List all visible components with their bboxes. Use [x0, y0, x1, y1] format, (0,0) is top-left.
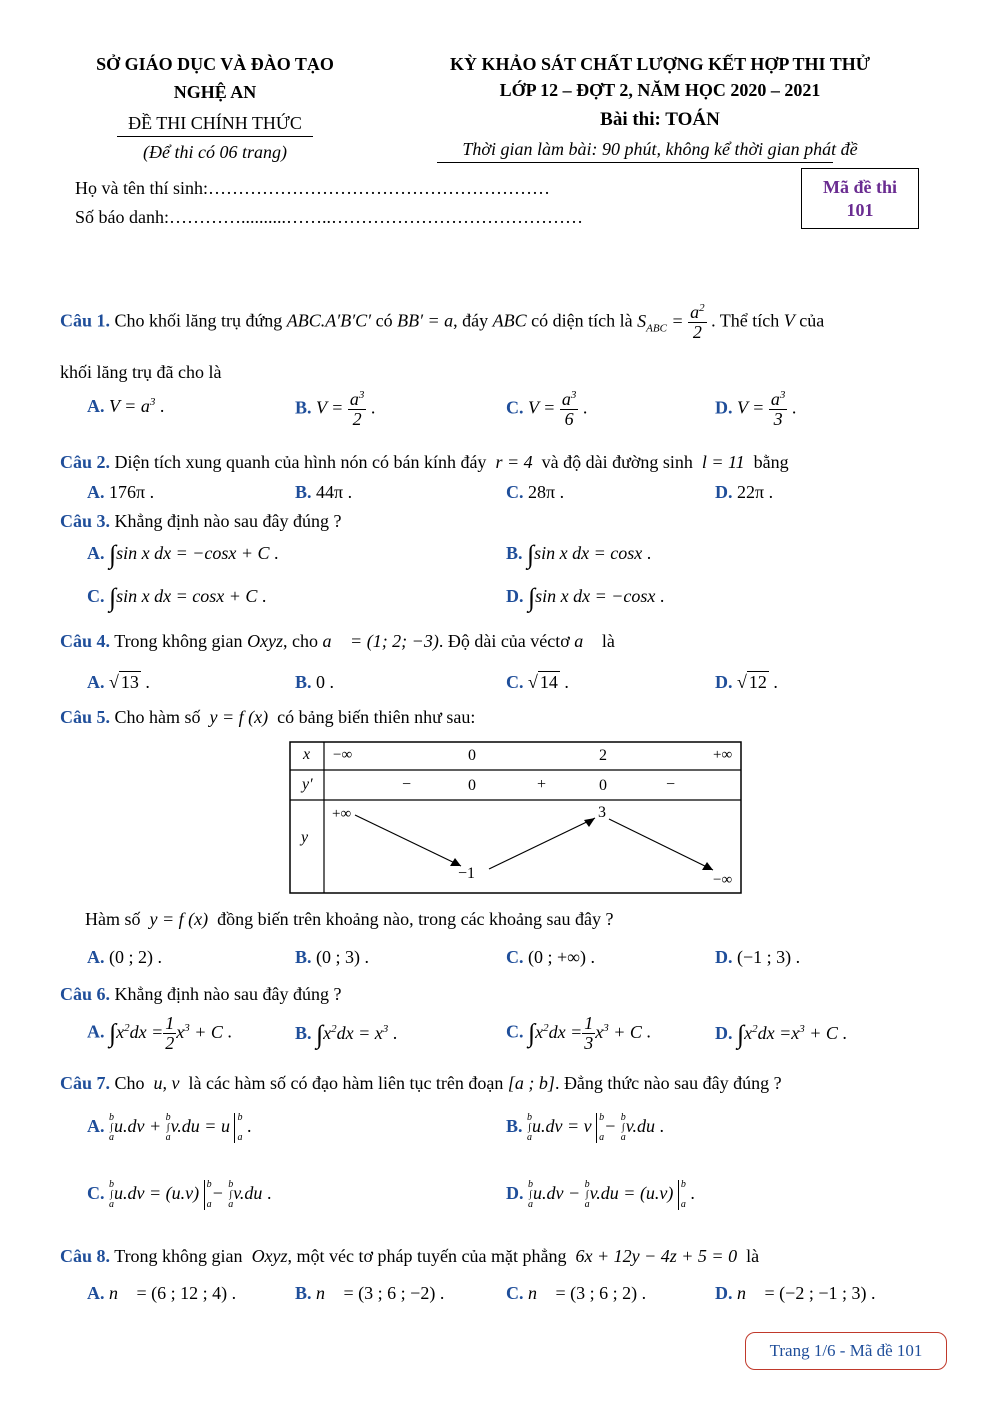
- divider-left: [117, 136, 313, 137]
- q3-option-d[interactable]: D. ∫sin x dx = −cosx .: [506, 583, 665, 612]
- q4-option-b[interactable]: B. 0 .: [295, 672, 335, 692]
- question-5-prompt: Hàm số y = f (x) đồng biến trên khoảng nào, trong các khoảng sau đây ?: [85, 909, 614, 929]
- q2-option-d[interactable]: D. 22π .: [715, 482, 774, 502]
- q6-option-c[interactable]: C. $\int x^2dx$ = $\frac{1}{3}$ $x^3 + C$ .: [506, 1013, 651, 1053]
- province-name: NGHỆ AN: [173, 82, 257, 102]
- q1-option-c[interactable]: C. V = $\frac{a^3}{6}$ .: [506, 389, 588, 429]
- q5-option-c[interactable]: C. (0 ; +∞) .: [506, 947, 595, 967]
- table-y-label: y: [301, 829, 309, 846]
- q4-option-a[interactable]: A. √ 13 .: [87, 672, 150, 692]
- arrow-decrease-1: [355, 815, 461, 866]
- table-x-label: x: [303, 746, 311, 763]
- q2-option-a[interactable]: A. 176π .: [87, 482, 155, 502]
- q7-option-c[interactable]: C. b ∫ a u.dv = (u.v) b a − b ∫ a v.du .: [87, 1179, 272, 1210]
- question-6: Câu 6. Khẳng định nào sau đây đúng ?: [60, 984, 342, 1004]
- q1-option-d[interactable]: D. V = $\frac{a^3}{3}$ .: [715, 389, 797, 429]
- question-1: Câu 1. Cho khối lăng trụ đứng ABC.A′B′C′ có BB′ = a, đáy ABC có diện tích là $S_{ABC}$ = $\frac{a^2}{2}$ . Thể tích V của: [60, 302, 825, 342]
- y-value: −1: [458, 865, 476, 882]
- arrow-increase: [489, 818, 595, 869]
- sign: 0: [468, 777, 476, 794]
- y-value: −∞: [713, 872, 733, 888]
- sign: 0: [599, 777, 607, 794]
- q1-option-a[interactable]: A. $V = a^3$ .: [87, 396, 165, 416]
- q3-option-b[interactable]: B. ∫sin x dx = cosx .: [506, 540, 652, 569]
- exam-title: KỲ KHẢO SÁT CHẤT LƯỢNG KẾT HỢP THI THỬ: [449, 54, 871, 74]
- x-value: −∞: [333, 747, 353, 763]
- q6-option-a[interactable]: A. $\int x^2dx$ = $\frac{1}{2}$ $x^3 + C$ .: [87, 1013, 232, 1053]
- sign: −: [402, 776, 412, 793]
- question-8: Câu 8. Trong không gian Oxyz, một véc tơ pháp tuyến của mặt phẳng 6x + 12y − 4z + 5 = 0 là: [60, 1246, 760, 1266]
- question-5: Câu 5. Cho hàm số y = f (x) có bảng biến thiên như sau:: [60, 707, 476, 727]
- question-7: Câu 7. Cho u, v là các hàm số có đạo hàm liên tục trên đoạn [a ; b]. Đẳng thức nào sau đây đúng ?: [60, 1073, 782, 1093]
- time-note: Thời gian làm bài: 90 phút, không kể thời gian phát đề: [462, 139, 858, 159]
- exam-code-value: 101: [846, 200, 874, 220]
- q8-option-a[interactable]: A. n⃗ = (6 ; 12 ; 4) .: [87, 1283, 237, 1303]
- table-yprime-label: y′: [302, 776, 313, 793]
- exam-code-box: [801, 168, 919, 229]
- page-footer: Trang 1/6 - Mã đề 101: [745, 1332, 947, 1370]
- q4-option-d[interactable]: D. √ 12 .: [715, 672, 778, 692]
- question-2: Câu 2. Diện tích xung quanh của hình nón có bán kính đáy r = 4 và độ dài đường sinh l = 11 bằng: [60, 452, 789, 472]
- page-count-note: (Để thi có 06 trang): [143, 142, 287, 162]
- q7-option-a[interactable]: A. b ∫ a u.dv + b ∫ a v.du = u b a .: [87, 1112, 252, 1143]
- q1-option-b[interactable]: B. V = $\frac{a^3}{2}$ .: [295, 389, 376, 429]
- q2-option-c[interactable]: C. 28π .: [506, 482, 565, 502]
- q3-option-c[interactable]: C. ∫sin x dx = cosx + C .: [87, 583, 267, 612]
- department-name: SỞ GIÁO DỤC VÀ ĐÀO TẠO: [96, 54, 334, 74]
- arrow-decrease-2: [609, 819, 713, 870]
- q8-option-d[interactable]: D. n⃗ = (−2 ; −1 ; 3) .: [715, 1283, 876, 1303]
- candidate-name-line: Họ và tên thí sinh:…………………………………………………: [75, 178, 550, 198]
- candidate-id-line: Số báo danh:…………..........……..……………………………………: [75, 207, 583, 227]
- x-value: +∞: [713, 747, 733, 763]
- x-value: 0: [468, 747, 476, 764]
- question-3: Câu 3. Khẳng định nào sau đây đúng ?: [60, 511, 342, 531]
- q5-option-d[interactable]: D. (−1 ; 3) .: [715, 947, 801, 967]
- subject-title: Bài thi: TOÁN: [600, 109, 720, 130]
- question-1-line2: khối lăng trụ đã cho là: [60, 362, 222, 382]
- official-exam-label: ĐỀ THI CHÍNH THỨC: [128, 113, 302, 133]
- divider-right: [437, 162, 833, 163]
- q4-option-c[interactable]: C. √ 14 .: [506, 672, 569, 692]
- exam-subtitle: LỚP 12 – ĐỢT 2, NĂM HỌC 2020 – 2021: [499, 80, 821, 100]
- q8-option-b[interactable]: B. n⃗ = (3 ; 6 ; −2) .: [295, 1283, 445, 1303]
- q6-option-b[interactable]: B. $\int x^2dx = x^3$ .: [295, 1020, 398, 1049]
- q8-option-c[interactable]: C. n⃗ = (3 ; 6 ; 2) .: [506, 1283, 647, 1303]
- y-value: +∞: [332, 806, 352, 822]
- q7-option-b[interactable]: B. b ∫ a u.dv = v b a − b ∫ a v.du .: [506, 1112, 664, 1143]
- x-value: 2: [599, 747, 607, 764]
- variation-table: [289, 741, 743, 895]
- q2-option-b[interactable]: B. 44π .: [295, 482, 353, 502]
- question-4: Câu 4. Trong không gian Oxyz, cho a⃗ = (1; 2; −3). Độ dài của véctơ a⃗ là: [60, 631, 615, 651]
- q3-option-a[interactable]: A. ∫sin x dx = −cosx + C .: [87, 540, 279, 569]
- q5-option-a[interactable]: A. (0 ; 2) .: [87, 947, 162, 967]
- q7-option-d[interactable]: D. b ∫ a u.dv − b ∫ a v.du = (u.v) b a .: [506, 1179, 695, 1210]
- question-number: Câu 1.: [60, 310, 111, 331]
- q6-option-d[interactable]: D. $\int x^2dx =x^3 + C$ .: [715, 1020, 847, 1049]
- y-value: 3: [598, 804, 606, 821]
- q5-option-b[interactable]: B. (0 ; 3) .: [295, 947, 370, 967]
- sign: −: [666, 776, 676, 793]
- sign: +: [537, 776, 547, 793]
- exam-code-label: Mã đề thi: [823, 177, 897, 197]
